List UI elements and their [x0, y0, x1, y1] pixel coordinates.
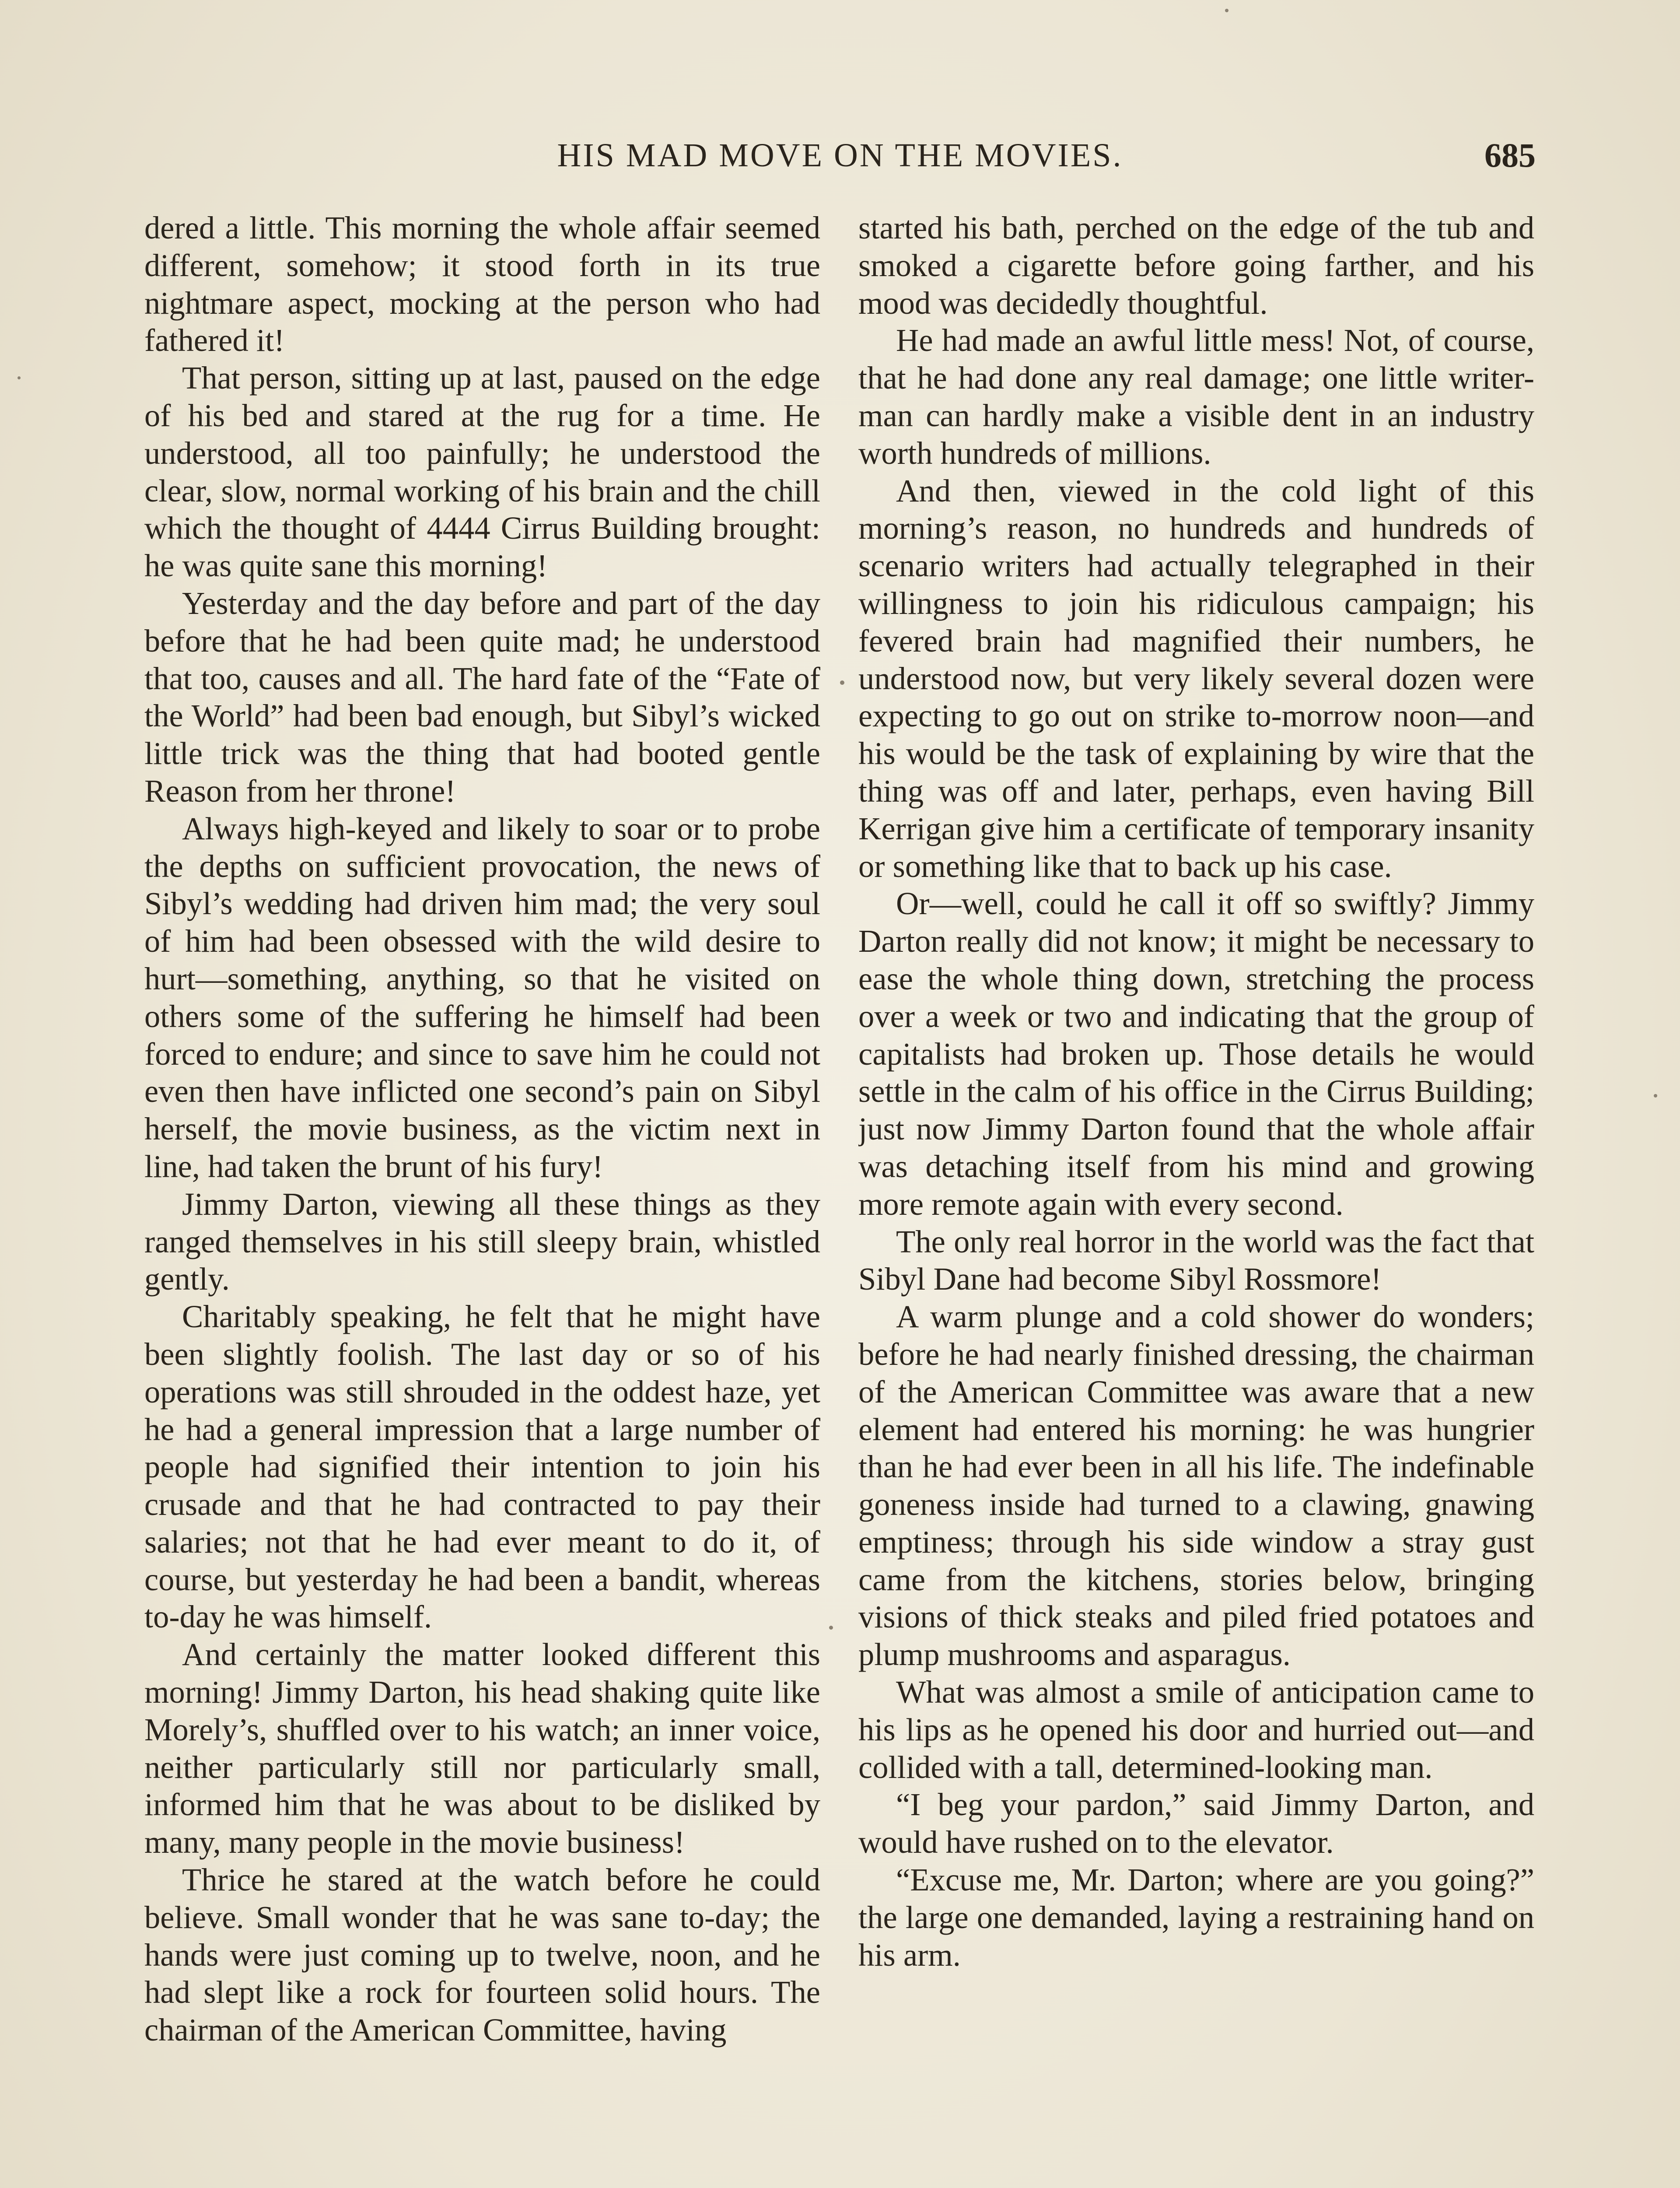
- paragraph: He had made an awful little mess! Not, of course, that he had done any real damage; one little writer-man can hardly make a visible dent in an industry worth hundreds of millions.: [858, 323, 1534, 471]
- paper-speck: [1654, 1094, 1657, 1098]
- paper-speck: [829, 1626, 833, 1630]
- paragraph: Always high-keyed and likely to soar or to probe the depths on sufficient provocation, the news of Sibyl’s wedding had driven him mad; the very soul of him had been obsessed with the wild desire to hurt—something, anything, so that he visited on others some of the suffering he himself had been forced to endure; and since to save him he could not even then have inflicted one second’s pain on Sibyl herself, the movie business, as the victim next in line, had taken the brunt of his fury!: [144, 810, 820, 1184]
- paragraph: “Excuse me, Mr. Darton; where are you going?” the large one demanded, laying a restraining hand on his arm.: [858, 1862, 1534, 1973]
- paragraph: Charitably speaking, he felt that he might have been slightly foolish. The last day or so of his operations was still shrouded in the oddest haze, yet he had a general impression that a large number of people had signified their intention to join his crusade and that he had contracted to pay their salaries; not that he had ever meant to do it, of course, but yesterday he had been a bandit, whereas to-day he was himself.: [144, 1299, 820, 1635]
- paragraph: Thrice he stared at the watch before he could believe. Small wonder that he was sane to-day; the hands were just coming up to twelve, noon, and he had slept like a rock for fourteen solid hours. The chairman of the American Committee, having: [144, 1862, 820, 2048]
- right-text-column: [858, 209, 1534, 2188]
- left-text-column: [144, 209, 820, 2188]
- paragraph: Yesterday and the day before and part of the day before that he had been quite mad; he understood that too, causes and all. The hard fate of the “Fate of the World” had been bad enough, but Sibyl’s wicked little trick was the thing that had booted gentle Reason from her throne!: [144, 585, 820, 809]
- paragraph: Or—well, could he call it off so swiftly? Jimmy Darton really did not know; it might be necessary to ease the whole thing down, stretching the process over a week or two and indicating that the group of capitalists had broken up. Those details he would settle in the calm of his office in the Cirrus Building; just now Jimmy Darton found that the whole affair was detaching itself from his mind and growing more remote again with every second.: [858, 886, 1534, 1222]
- running-title: HIS MAD MOVE ON THE MOVIES.: [557, 137, 1123, 174]
- paragraph: The only real horror in the world was the fact that Sibyl Dane had become Sibyl Rossmore!: [858, 1224, 1534, 1297]
- page-header: [144, 131, 1536, 184]
- paper-speck: [18, 376, 21, 379]
- paragraph: A warm plunge and a cold shower do wonders; before he had nearly finished dressing, the chairman of the American Committee was aware that a new element had entered his morning: he was hungrier than he had ever been in all his life. The indefinable goneness inside had turned to a clawing, gnawing emptiness; through his side window a stray gust came from the kitchens, stories below, bringing visions of thick steaks and piled fried potatoes and plump mushrooms and asparagus.: [858, 1299, 1534, 1673]
- paragraph: started his bath, perched on the edge of the tub and smoked a cigarette before going farther, and his mood was decidedly thoughtful.: [858, 210, 1534, 321]
- paragraph: And certainly the matter looked different this morning! Jimmy Darton, his head shaking quite like Morely’s, shuffled over to his watch; an inner voice, neither particularly still nor particularly small, informed him that he was about to be disliked by many, many people in the movie business!: [144, 1637, 820, 1860]
- paragraph: And then, viewed in the cold light of this morning’s reason, no hundreds and hundreds of scenario writers had actually telegraphed in their willingness to join his ridiculous campaign; his fevered brain had magnified their numbers, he understood now, but very likely several dozen were expecting to go out on strike to-morrow noon—and his would be the task of explaining by wire that the thing was off and later, perhaps, even having Bill Kerrigan give him a certificate of temporary insanity or something like that to back up his case.: [858, 473, 1534, 884]
- page-number: 685: [1484, 136, 1536, 174]
- paragraph: “I beg your pardon,” said Jimmy Darton, and would have rushed on to the elevator.: [858, 1787, 1534, 1860]
- paragraph: Jimmy Darton, viewing all these things as they ranged themselves in his still sleepy brain, whistled gently.: [144, 1186, 820, 1297]
- paper-speck: [840, 680, 844, 685]
- paragraph: That person, sitting up at last, paused on the edge of his bed and stared at the rug for a time. He understood, all too painfully; he understood the clear, slow, normal working of his brain and the chill which the thought of 4444 Cirrus Building brought: he was quite sane this morning!: [144, 360, 820, 584]
- paragraph: dered a little. This morning the whole affair seemed different, somehow; it stood forth in its true nightmare aspect, mocking at the person who had fathered it!: [144, 210, 820, 358]
- paper-speck: [1225, 9, 1228, 12]
- paragraph: What was almost a smile of anticipation came to his lips as he opened his door and hurried out—and collided with a tall, determined-looking man.: [858, 1674, 1534, 1785]
